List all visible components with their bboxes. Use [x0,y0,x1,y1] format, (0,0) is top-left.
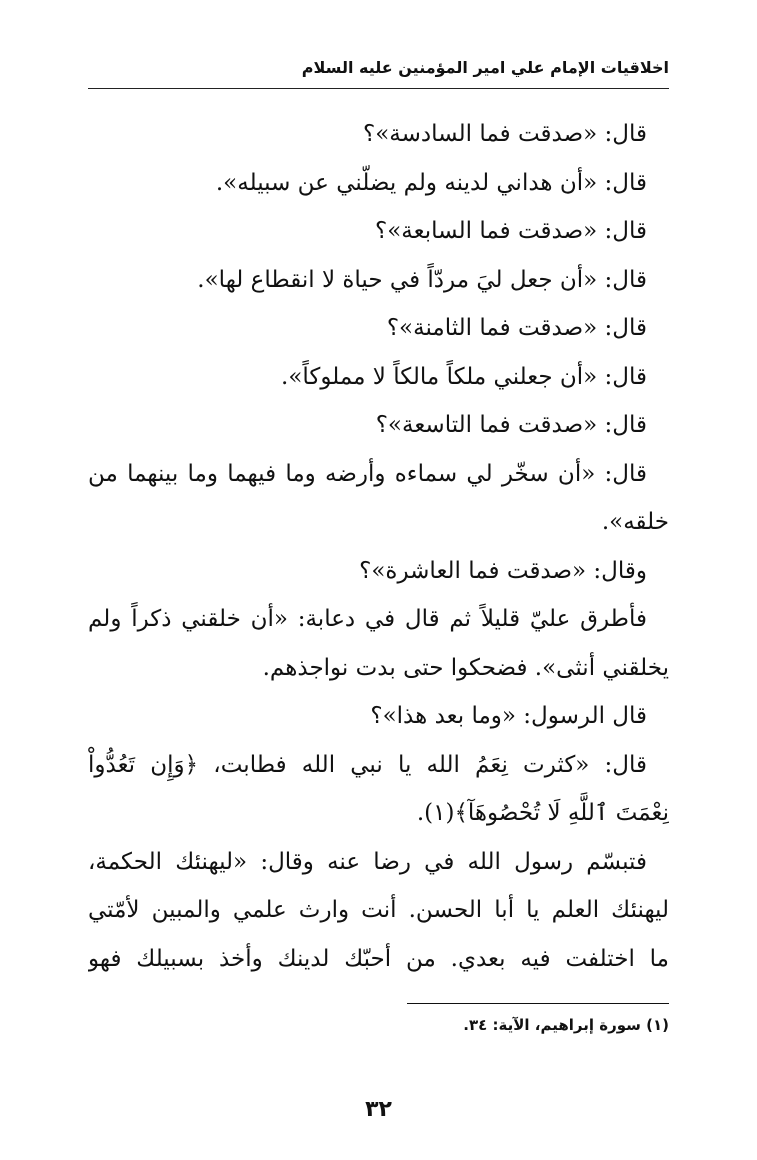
header-rule [88,88,669,89]
text-line: يخلقني أنثى». فضحكوا حتى بدت نواجذهم. [262,654,669,681]
text-line: فأطرق عليّ قليلاً ثم قال في دعابة: «أن خلقني ذكراً ولم [88,606,647,632]
text-line: قال الرسول: «وما بعد هذا»؟ [370,703,647,729]
body-text [88,110,669,983]
running-header: اخلاقيات الإمام علي امير المؤمنين عليه السلام [301,58,669,77]
text-line: قال: «صدقت فما الثامنة»؟ [386,315,647,341]
text-line: خلقه». [601,509,669,535]
text-line: قال: «صدقت فما السابعة»؟ [375,218,647,244]
text-line: قال: «أن جعلني ملكاً مالكاً لا مملوكاً». [281,363,647,390]
text-line: قال: «صدقت فما السادسة»؟ [363,121,647,147]
footnote-separator [407,1003,669,1004]
text-line: قال: «صدقت فما التاسعة»؟ [375,412,647,438]
text-line: قال: «أن هداني لدينه ولم يضلّني عن سبيله». [215,169,647,196]
page-number: ٣٢ [365,1097,392,1122]
text-line: نِعْمَتَ ٱللَّهِ لَا تُحْصُوهَآ﴾(١). [416,800,669,826]
text-line: فتبسّم رسول الله في رضا عنه وقال: «ليهنئك الحكمة، [88,848,647,875]
text-line: ما اختلفت فيه بعدي. من أحبّك لدينك وأخذ بسبيلك فهو [88,945,669,972]
text-line: وقال: «صدقت فما العاشرة»؟ [359,557,647,584]
text-line: قال: «كثرت نِعَمُ الله يا نبي الله فطابت، ﴿وَإِن تَعُدُّواْ [88,751,647,778]
text-line: قال: «أن سخّر لي سماءه وأرضه وما فيهما وما بينهما من [88,460,647,487]
text-line: قال: «أن جعل ليَ مردّاً في حياة لا انقطاع لها». [197,266,647,293]
text-line: ليهنئك العلم يا أبا الحسن. أنت وارث علمي والمبين لأمّتي [88,897,669,923]
footnote: (١) سورة إبراهيم، الآية: ٣٤. [463,1016,669,1034]
